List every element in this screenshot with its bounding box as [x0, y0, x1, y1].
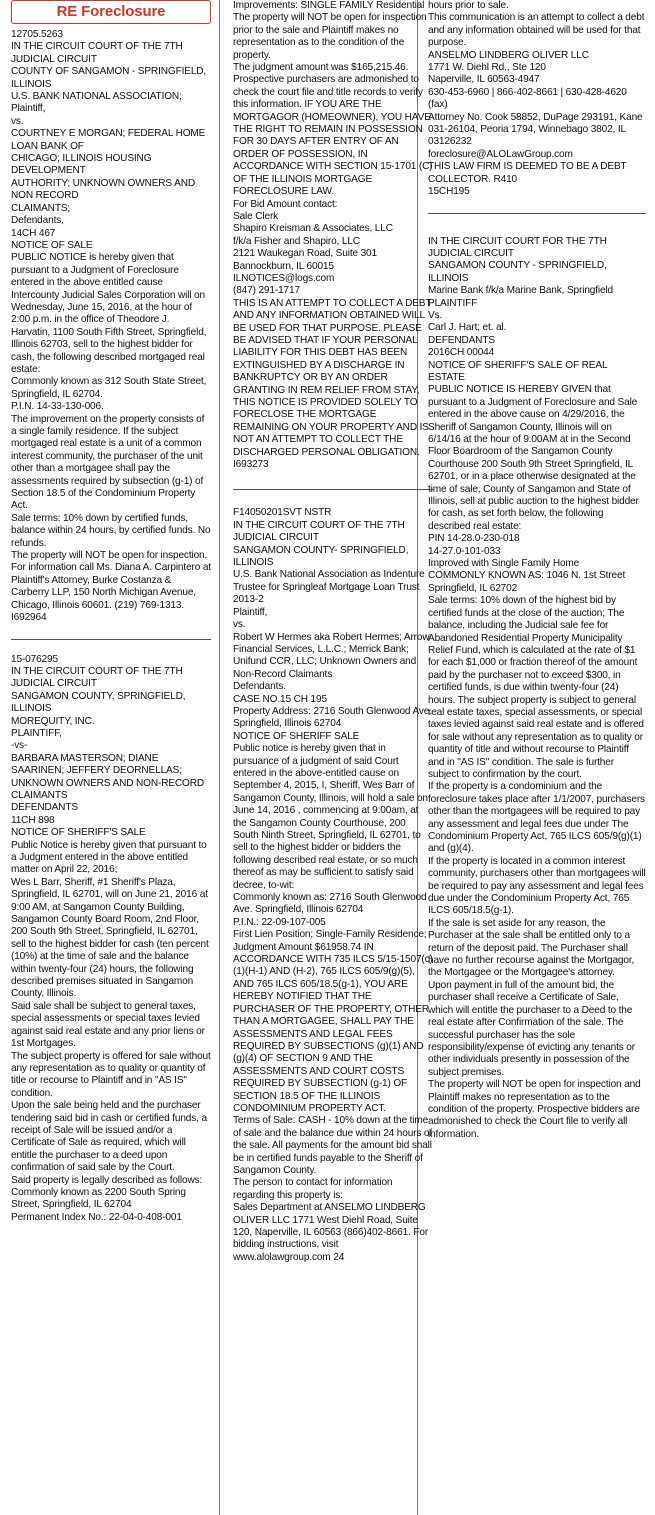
notice-line: ILNOTICES@logs.com [233, 272, 335, 284]
notice-line: Sale terms: 10% down by certified funds, balance within 24 hours, by certified funds. No refunds. [11, 512, 211, 549]
notice-line: The property will NOT be open for inspection prior to the sale and Plaintiff makes no representation as to the condition of the property. [233, 12, 427, 61]
notice-line: foreclosure@ALOLawGroup.com [428, 148, 573, 160]
notice-line: Bannockburn, IL 60015 [233, 260, 334, 272]
notice-line: The judgment amount was $165,215.46. Prospective purchasers are admonished to check the court file and title records to verify this information. IF YOU ARE THE MORTGAGOR (HOMEOWNER), YOU HAVE THE RIGHT TO REMAIN IN POSSESSION FOR 30 DAYS AFTER ENTRY OF AN ORDER OF POSSESSION, IN ACCORDANCE WITH SECTION 15-1701 (C) OF THE ILLINOIS MORTGAGE FORECLOSURE LAW. [233, 62, 433, 198]
notice-line: 2121 Waukegan Road, Suite 301 [233, 248, 377, 260]
notice-line: IN THE CIRCUIT COURT OF THE 7TH JUDICIAL CIRCUIT [233, 519, 405, 544]
notice-line: Improvements: SINGLE FAMILY Residential [233, 0, 425, 11]
notice-line: SANGAMON COUNTY- SPRINGFIELD, ILLINOIS [233, 544, 409, 569]
notice-line: PIN 14-28.0-230-018 [428, 533, 520, 545]
notice-line: Said sale shall be subject to general taxes, special assessments or special taxes levied against said real estate and any prior liens or 1st Mortgages. [11, 1000, 205, 1050]
notice-line: MOREQUITY, INC. [11, 715, 95, 727]
notice-line: CASE NO.15 CH 195 [233, 693, 327, 705]
notice-line: The property will NOT be open for inspection. [11, 550, 208, 562]
notice-line: The property will NOT be open for inspection and Plaintiff makes no representation as to the condition of the property. Prospective bidders are admonished to check the Court file to verify all information. [428, 1079, 641, 1140]
notice-line: THIS IS AN ATTEMPT TO COLLECT A DEBT AND ANY INFORMATION OBTAINED WILL BE USED FOR THAT PURPOSE. PLEASE BE ADVISED THAT IF YOUR PERSONAL LIABILITY FOR THIS DEBT HAS BEEN EXTINGUISHED BY A DISCHARGE IN BANKRUPTCY OR BY AN ORDER GRANTING IN REM RELIEF FROM STAY, THIS NOTICE IS PROVIDED SOLELY TO FORECLOSE THE MORTGAGE REMAINING ON YOUR PROPERTY AND IS NOT AN ATTEMPT TO COLLECT THE DISCHARGED PERSONAL OBLIGATION. [233, 297, 432, 458]
notice-line: Commonly known as: 2716 South Glenwood Ave. Springfield, Illinois 62704 [233, 892, 427, 916]
notice-separator [428, 213, 646, 214]
notice-line: First Lien Position; Single-Family Residence; Judgment Amount $61958.74 IN ACCORDANCE WITH 735 ILCS 5/15-1507(c)(1)(H-1) AND (H-2), 765 ILCS 605/9(g)(5), AND 765 ILCS 605/18.5(g-1), YOU ARE HEREBY NOTIFIED THAT THE PURCHASER OF THE PROPERTY, OTHER THAN A MORTGAGEE, SHALL PAY THE ASSESSMENTS AND LEGAL FEES REQUIRED BY SUBSECTIONS (g)(1) AND (g)(4) OF SECTION 9 AND THE ASSESSMENTS AND COURT COSTS REQUIRED BY SUBSECTION (g-1) OF SECTION 18.5 OF THE ILLINOIS CONDOMINIUM PROPERTY ACT. [233, 929, 433, 1114]
notice-line: P.I.N. 14-33-130-006. [11, 401, 104, 413]
notice-line: hours prior to sale. [428, 0, 509, 11]
notice-line: The person to contact for information regarding this property is: [233, 1177, 393, 1201]
notice-line: SANGAMON COUNTY, SPRINGFIELD, ILLINOIS [11, 690, 186, 715]
notice-line: Springfield, IL 62702 [428, 582, 518, 594]
notice-line: NOTICE OF SHERIFF SALE [233, 730, 360, 742]
notice-line: PLAINTIFF [428, 297, 478, 309]
column-2 [233, 0, 433, 1264]
notice-line: COURTNEY E MORGAN; FEDERAL HOME LOAN BANK OF [11, 128, 206, 152]
notice [428, 0, 646, 199]
notice-line: Commonly known as 312 South State Street, Springfield, IL 62704. [11, 376, 207, 400]
notice-line: Defendants, [11, 215, 64, 227]
notice-line: Terms of Sale: CASH - 10% down at the time of sale and the balance due within 24 hours of the sale. All payments for the amount bid shall be in certified funds payable to the Sheriff of Sangamon County. [233, 1115, 433, 1176]
notice-line: PLAINTIFF, [11, 727, 62, 739]
notice-line: U.S. BANK NATIONAL ASSOCIATION; [11, 91, 182, 103]
notice-line: Vs. [428, 309, 443, 321]
notice-line: This communication is an attempt to collect a debt and any information obtained will be used for that purpose. [428, 12, 645, 49]
notice-line: Shapiro Kreisman & Associates, LLC [233, 223, 393, 235]
notice-line: Marine Bank f/k/a Marine Bank, Springfield [428, 285, 614, 297]
column-divider [219, 0, 220, 1515]
notice-line: IN THE CIRCUIT COURT FOR THE 7TH JUDICIAL CIRCUIT [428, 235, 607, 259]
notice-line: I693273 [233, 459, 269, 471]
notice-line: CLAIMANTS; [11, 202, 71, 214]
notice-line: vs. [11, 115, 24, 127]
notice-line: ANSELMO LINDBERG OLIVER LLC [428, 49, 589, 61]
notice [11, 29, 211, 625]
notice-line: The improvement on the property consists of a single family residence. If the subject mortgaged real estate is a unit of a common interest community, the purchaser of the unit other than a mortgagee shall pay the assessments required by subsection (g-1) of Section 18.5 of the Condominium Property Act. [11, 413, 205, 512]
notice-line: Plaintiff, [11, 103, 46, 115]
notice-line: PUBLIC NOTICE IS HEREBY GIVEN that pursuant to a Judgment of Foreclosure and Sale entered in the above cause on 4/29/2016, the Sheriff of Sangamon County, Illinois will on 6/14/16 at the hour of 9:00AM at in the Second Floor Boardroom of the Sangamon County Courthouse 200 South 9th Street Springfield, IL 62701, or in a place otherwise designated at the time of sale, County of Sangamon and State of Illinois, sell at public auction to the highest bidder for cash, as set forth below, the following described real estate: [428, 384, 639, 532]
column-3 [428, 0, 646, 1141]
notice-line: 15-076295 [11, 653, 58, 665]
notice-line: UNKNOWN OWNERS AND NON-RECORD CLAIMANTS [11, 777, 205, 801]
notice-line: 1771 W. Diehl Rd., Ste 120 [428, 62, 546, 74]
notice-line: Property Address: 2716 South Glenwood Ave. Springfield, Illinois 62704 [233, 705, 432, 730]
notice-line: NOTICE OF SALE [11, 239, 93, 251]
notice-line: COMMONLY KNOWN AS: 1046 N. 1st Street [428, 570, 626, 582]
notice-line: 14CH 467 [11, 227, 56, 239]
notice-line: The subject property is offered for sale without any representation as to quality or quantity of title or recourse to Plaintiff and in "AS IS" condition. [11, 1050, 211, 1099]
notice [428, 236, 646, 1142]
notice-line: COUNTY OF SANGAMON - SPRINGFIELD, ILLINOIS [11, 66, 207, 90]
notice-line: Public notice is hereby given that in pursuance of a judgment of said Court entered in the above-entitled cause on September 4, 2015, I, Sheriff, Wes Barr of Sangamon County, Illinois, will hold a sale on June 14, 2016 , commencing at 9:00am, at the Sangamon County Courthouse, 200 South Ninth Street, Springfield, IL 62701, to sell to the highest bidder or bidders the following described real estate, or so much thereof as may be sufficient to satisfy said decree, to-wit: [233, 743, 428, 891]
section-header: RE Foreclosure [11, 0, 211, 24]
notice-line: Robert W Hermes aka Robert Hermes; Arrow Financial Services, L.L.C.; Merrick Bank; Unifund CCR, LLC; Unknown Owners and Non-Record Claimants [233, 631, 430, 680]
notice-line: CHICAGO; ILLINOIS HOUSING DEVELOPMENT [11, 153, 152, 177]
notice-line: Naperville, IL 60563-4947 [428, 74, 540, 86]
notice-line: Sales Department at ANSELMO LINDBERG OLIVER LLC 1771 West Diehl Road, Suite 120, Naperville, IL 60563 (866)402-8661. For bidding instructions, visit www.alolawgroup.com 24 [233, 1202, 429, 1263]
notice-line: For information call Ms. Diana A. Carpintero at Plaintiff's Attorney, Burke Costanza & Carberry LLP, 150 North Michigan Avenue, Chicago, Illinois 60601. (219) 769-1313. [11, 562, 211, 611]
notice [233, 507, 433, 1264]
notice-line: Wes L Barr, Sheriff, #1 Sheriff's Plaza, Springfield, IL 62701, will on June 21, 2016 at 9:00 AM, at Sangamon County Building, Sangamon County Board Room, 2nd Floor, 200 South 9th Street, Springfield, IL 62701, sell to the highest bidder for cash (ten percent (10%) at the time of sale and the balance within twenty-four (24) hours, the following described premises situated in Sangamon County, Illinois. [11, 876, 209, 1000]
notice-line: Plaintiff, [233, 606, 268, 618]
notice-line: NOTICE OF SHERIFF'S SALE OF REAL ESTATE [428, 359, 608, 383]
notice-line: 2016CH 00044 [428, 347, 495, 359]
notice-line: For Bid Amount contact: [233, 198, 338, 210]
notice-separator [233, 489, 433, 490]
notice-line: SANGAMON COUNTY - SPRINGFIELD, ILLINOIS [428, 260, 607, 284]
notice-line: IN THE CIRCUIT COURT OF THE 7TH JUDICIAL CIRCUIT [11, 665, 183, 690]
notice-line: Attorney No. Cook 58852, DuPage 293191, Kane 031-26104, Peoria 1794, Winnebago 3802, IL 03126232 [428, 111, 643, 148]
notice-line: Defendants. [233, 681, 286, 693]
notice-separator [11, 639, 211, 640]
column-1 [11, 0, 211, 1224]
notice-line: f/k/a Fisher and Shapiro, LLC [233, 235, 360, 247]
notice-line: vs. [233, 619, 246, 631]
notice-line: If the property is a condominium and the foreclosure takes place after 1/1/2007, purchasers other than the mortgagees will be required to pay any assessment and legal fees due under The Condominium Property Act, 765 ILCS 605/9(g)(1) and (g)(4). [428, 781, 645, 855]
notice-line: Commonly known as 2200 South Spring Street, Springfield, IL 62704 [11, 1186, 186, 1211]
notice-line: Improved with Single Family Home [428, 558, 580, 570]
notice-line: 12705.5263 [11, 29, 63, 40]
notice-line: PUBLIC NOTICE is hereby given that pursuant to a Judgment of Foreclosure entered in the above entitled cause Intercounty Judicial Sales Corporation will on Wednesday, June 15, 2016, at the hour of 2:00 p.m. in the office of Theodore J. Harvatin, 1100 South Fifth Street, Springfield, Illinois 62703, sell to the highest bidder for cash, the following described mortgaged real estate: [11, 252, 207, 375]
notice-line: Said property is legally described as follows: [11, 1174, 203, 1186]
notice-line: DEFENDANTS [428, 334, 495, 346]
notice-line: DEFENDANTS [11, 802, 78, 814]
notice-line: P.I.N.: 22-09-107-005 [233, 916, 326, 928]
notice-line: Carl J. Hart; et. al. [428, 322, 507, 334]
notice-line: 11CH 898 [11, 814, 55, 826]
notice-line: AUTHORITY; UNKNOWN OWNERS AND NON RECORD [11, 177, 195, 202]
notice-line: NOTICE OF SHERIFF'S SALE [11, 827, 146, 839]
notice-line: Permanent Index No.: 22-04-0-408-001 [11, 1211, 182, 1223]
notice-line: F14050201SVT NSTR [233, 507, 332, 519]
notice-line: Upon payment in full of the amount bid, the purchaser shall receive a Certificate of Sale, which will entitle the purchaser to a Deed to the real estate after Confirmation of the sale. The successful purchaser has the sole responsibility/expense of evicting any tenants or other individuals presently in possession of the subject premises. [428, 979, 635, 1078]
notice-line: Public Notice is hereby given that pursuant to a Judgment entered in the above entitled matter on April 22, 2016; [11, 839, 207, 876]
notice-line: U.S. Bank National Association as Indenture Trustee for Springleaf Mortgage Loan Trust 2013-2 [233, 569, 425, 606]
notice [11, 654, 211, 1225]
notice-line: -vs- [11, 740, 28, 752]
notice-line: IN THE CIRCUIT COURT OF THE 7TH JUDICIAL CIRCUIT [11, 41, 183, 65]
notice-line: Upon the sale being held and the purchaser tendering said bid in cash or certified funds, a receipt of Sale will be issued and/or a Certificate of Sale as required, which will entitle the purchaser to a deed upon confirmation of said sale by the Court. [11, 1100, 207, 1174]
notice-line: Sale Clerk [233, 210, 279, 222]
notice-line: Sale terms: 10% down of the highest bid by certified funds at the close of the auction; The balance, including the Judicial sale fee for Abandoned Residential Property Municipality Relief Fund, which is calculated at the rate of $1 for each $1,000 or fraction thereof of the amount paid by the purchaser not to exceed $300, in certified funds, is due within twenty-four (24) hours. The subject property is subject to general real estate taxes, special assessments, or special taxes levied against said real estate and is offered for sale without any representation as to quality or quantity of title and without recourse to Plaintiff and in "AS IS" condition. The sale is further subject to confirmation by the court. [428, 595, 644, 780]
notice-line: I692964 [11, 612, 47, 624]
notice [233, 0, 433, 471]
notice-line: 15CH195 [428, 186, 470, 198]
notice-line: 630-453-6960 | 866-402-8661 | 630-428-4620 (fax) [428, 86, 627, 111]
notice-line: (847) 291-1717 [233, 285, 300, 297]
notice-line: If the sale is set aside for any reason, the Purchaser at the sale shall be entitled only to a return of the deposit paid. The Purchaser shall have no further recourse against the Mortgagor, the Mortgagee or the Mortgagee's attorney. [428, 917, 635, 979]
notice-line: BARBARA MASTERSON; DIANE SAARINEN; JEFFERY DEORNELLAS; [11, 752, 182, 777]
notice-line: 14-27.0-101-033 [428, 545, 501, 557]
notice-line: THIS LAW FIRM IS DEEMED TO BE A DEBT COLLECTOR. R410 [428, 161, 627, 185]
notice-line: If the property is located in a common interest community, purchasers other than mortgagees will be required to pay any assessment and legal fees due under the Condominium Property Act, 765 ILCS 605/18.5(g-1). [428, 855, 646, 917]
